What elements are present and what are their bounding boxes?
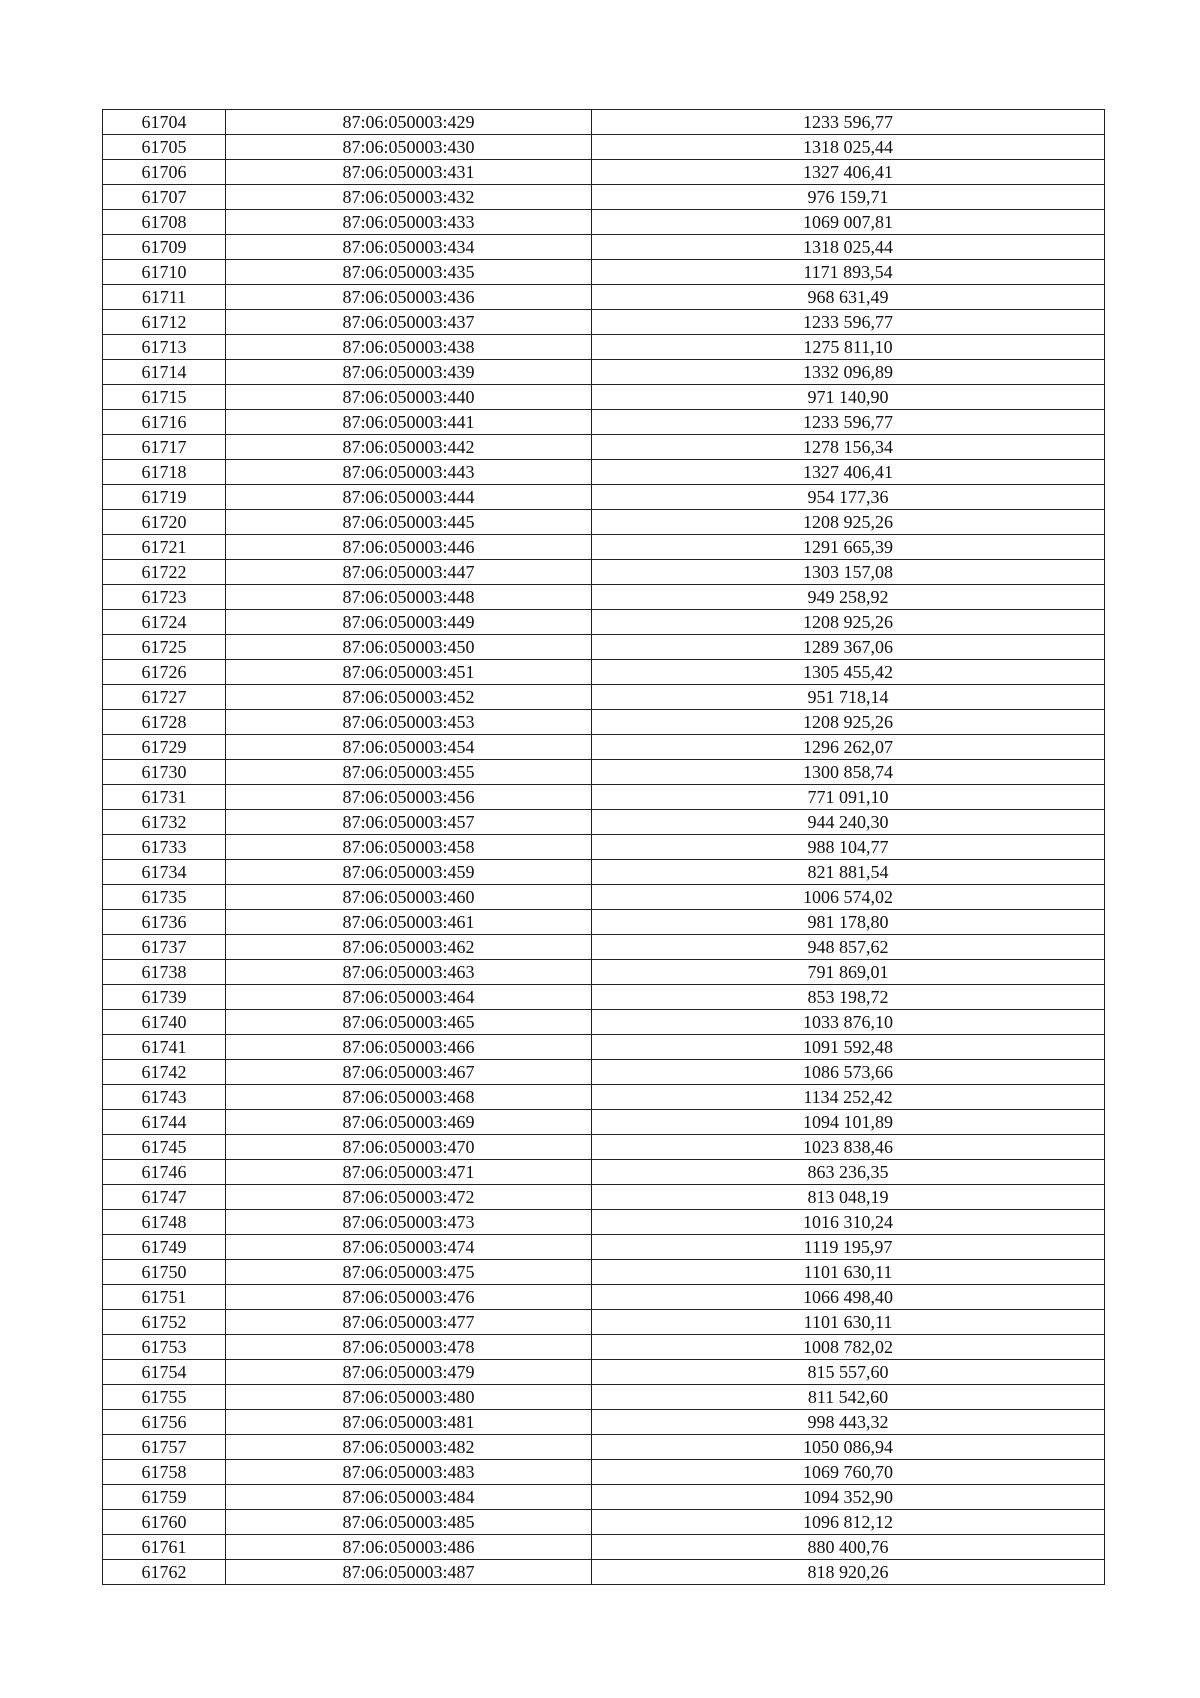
table-row — [103, 1410, 1105, 1435]
table-row — [103, 435, 1105, 460]
row-number-cell: 61737 — [103, 935, 226, 960]
cadastral-value-cell: 1291 665,39 — [592, 535, 1105, 560]
table-row — [103, 1185, 1105, 1210]
cadastral-value-cell: 949 258,92 — [592, 585, 1105, 610]
row-number-cell: 61740 — [103, 1010, 226, 1035]
cadastral-number-cell: 87:06:050003:466 — [226, 1035, 592, 1060]
cadastral-value-cell: 815 557,60 — [592, 1360, 1105, 1385]
table-row — [103, 535, 1105, 560]
cadastral-number-cell: 87:06:050003:458 — [226, 835, 592, 860]
row-number-cell: 61713 — [103, 335, 226, 360]
cadastral-number-cell: 87:06:050003:486 — [226, 1535, 592, 1560]
row-number-cell: 61745 — [103, 1135, 226, 1160]
cadastral-value-cell: 771 091,10 — [592, 785, 1105, 810]
table-row — [103, 1160, 1105, 1185]
row-number-cell: 61707 — [103, 185, 226, 210]
cadastral-value-cell: 1305 455,42 — [592, 660, 1105, 685]
table-row — [103, 710, 1105, 735]
table-row — [103, 210, 1105, 235]
table-row — [103, 685, 1105, 710]
cadastral-number-cell: 87:06:050003:432 — [226, 185, 592, 210]
cadastral-value-cell: 1050 086,94 — [592, 1435, 1105, 1460]
row-number-cell: 61738 — [103, 960, 226, 985]
cadastral-number-cell: 87:06:050003:461 — [226, 910, 592, 935]
table-row — [103, 1260, 1105, 1285]
cadastral-number-cell: 87:06:050003:435 — [226, 260, 592, 285]
cadastral-value-cell: 1318 025,44 — [592, 235, 1105, 260]
cadastral-number-cell: 87:06:050003:454 — [226, 735, 592, 760]
cadastral-value-cell: 944 240,30 — [592, 810, 1105, 835]
table-row — [103, 1060, 1105, 1085]
cadastral-value-cell: 1101 630,11 — [592, 1310, 1105, 1335]
cadastral-value-cell: 1233 596,77 — [592, 310, 1105, 335]
cadastral-value-cell: 951 718,14 — [592, 685, 1105, 710]
row-number-cell: 61752 — [103, 1310, 226, 1335]
table-row — [103, 460, 1105, 485]
cadastral-value-cell: 998 443,32 — [592, 1410, 1105, 1435]
table-body — [103, 110, 1105, 1585]
cadastral-number-cell: 87:06:050003:478 — [226, 1335, 592, 1360]
cadastral-number-cell: 87:06:050003:473 — [226, 1210, 592, 1235]
row-number-cell: 61760 — [103, 1510, 226, 1535]
table-row — [103, 360, 1105, 385]
cadastral-value-cell: 1094 101,89 — [592, 1110, 1105, 1135]
table-row — [103, 835, 1105, 860]
table-row — [103, 1135, 1105, 1160]
cadastral-number-cell: 87:06:050003:450 — [226, 635, 592, 660]
row-number-cell: 61728 — [103, 710, 226, 735]
cadastral-value-cell: 988 104,77 — [592, 835, 1105, 860]
row-number-cell: 61750 — [103, 1260, 226, 1285]
table-row — [103, 235, 1105, 260]
cadastral-value-cell: 1327 406,41 — [592, 160, 1105, 185]
cadastral-number-cell: 87:06:050003:436 — [226, 285, 592, 310]
cadastral-number-cell: 87:06:050003:438 — [226, 335, 592, 360]
table-row — [103, 560, 1105, 585]
table-row — [103, 310, 1105, 335]
cadastral-value-cell: 1096 812,12 — [592, 1510, 1105, 1535]
cadastral-value-cell: 976 159,71 — [592, 185, 1105, 210]
cadastral-value-cell: 818 920,26 — [592, 1560, 1105, 1585]
cadastral-value-cell: 948 857,62 — [592, 935, 1105, 960]
row-number-cell: 61706 — [103, 160, 226, 185]
table-row — [103, 160, 1105, 185]
table-row — [103, 885, 1105, 910]
table-row — [103, 910, 1105, 935]
cadastral-number-cell: 87:06:050003:475 — [226, 1260, 592, 1285]
row-number-cell: 61730 — [103, 760, 226, 785]
cadastral-number-cell: 87:06:050003:434 — [226, 235, 592, 260]
row-number-cell: 61755 — [103, 1385, 226, 1410]
cadastral-value-cell: 1006 574,02 — [592, 885, 1105, 910]
cadastral-value-cell: 1171 893,54 — [592, 260, 1105, 285]
row-number-cell: 61729 — [103, 735, 226, 760]
row-number-cell: 61749 — [103, 1235, 226, 1260]
table-row — [103, 810, 1105, 835]
cadastral-number-cell: 87:06:050003:457 — [226, 810, 592, 835]
row-number-cell: 61731 — [103, 785, 226, 810]
table-row — [103, 1010, 1105, 1035]
row-number-cell: 61726 — [103, 660, 226, 685]
cadastral-value-cell: 880 400,76 — [592, 1535, 1105, 1560]
cadastral-value-cell: 791 869,01 — [592, 960, 1105, 985]
cadastral-value-cell: 971 140,90 — [592, 385, 1105, 410]
row-number-cell: 61714 — [103, 360, 226, 385]
row-number-cell: 61741 — [103, 1035, 226, 1060]
table-row — [103, 660, 1105, 685]
table-row — [103, 385, 1105, 410]
cadastral-value-cell: 1318 025,44 — [592, 135, 1105, 160]
cadastral-number-cell: 87:06:050003:468 — [226, 1085, 592, 1110]
cadastral-value-cell: 813 048,19 — [592, 1185, 1105, 1210]
table-row — [103, 735, 1105, 760]
cadastral-number-cell: 87:06:050003:480 — [226, 1385, 592, 1410]
table-row — [103, 410, 1105, 435]
row-number-cell: 61724 — [103, 610, 226, 635]
cadastral-value-cell: 1016 310,24 — [592, 1210, 1105, 1235]
cadastral-value-cell: 1023 838,46 — [592, 1135, 1105, 1160]
row-number-cell: 61733 — [103, 835, 226, 860]
cadastral-value-cell: 1069 007,81 — [592, 210, 1105, 235]
row-number-cell: 61712 — [103, 310, 226, 335]
row-number-cell: 61734 — [103, 860, 226, 885]
table-row — [103, 1310, 1105, 1335]
row-number-cell: 61748 — [103, 1210, 226, 1235]
row-number-cell: 61761 — [103, 1535, 226, 1560]
cadastral-number-cell: 87:06:050003:447 — [226, 560, 592, 585]
cadastral-value-cell: 1303 157,08 — [592, 560, 1105, 585]
row-number-cell: 61725 — [103, 635, 226, 660]
table-row — [103, 135, 1105, 160]
table-row — [103, 1360, 1105, 1385]
table-row — [103, 585, 1105, 610]
row-number-cell: 61704 — [103, 110, 226, 135]
table-row — [103, 1335, 1105, 1360]
cadastral-number-cell: 87:06:050003:462 — [226, 935, 592, 960]
table-row — [103, 610, 1105, 635]
table-row — [103, 285, 1105, 310]
cadastral-number-cell: 87:06:050003:445 — [226, 510, 592, 535]
cadastral-number-cell: 87:06:050003:485 — [226, 1510, 592, 1535]
row-number-cell: 61743 — [103, 1085, 226, 1110]
table-row — [103, 1510, 1105, 1535]
cadastral-value-cell: 1069 760,70 — [592, 1460, 1105, 1485]
cadastral-number-cell: 87:06:050003:484 — [226, 1485, 592, 1510]
row-number-cell: 61742 — [103, 1060, 226, 1085]
row-number-cell: 61709 — [103, 235, 226, 260]
cadastral-number-cell: 87:06:050003:465 — [226, 1010, 592, 1035]
cadastral-value-table — [102, 109, 1105, 1585]
cadastral-number-cell: 87:06:050003:472 — [226, 1185, 592, 1210]
table-row — [103, 1235, 1105, 1260]
table-row — [103, 760, 1105, 785]
table-row — [103, 185, 1105, 210]
row-number-cell: 61762 — [103, 1560, 226, 1585]
cadastral-number-cell: 87:06:050003:460 — [226, 885, 592, 910]
table-row — [103, 1035, 1105, 1060]
table-row — [103, 1085, 1105, 1110]
table-row — [103, 1385, 1105, 1410]
cadastral-number-cell: 87:06:050003:479 — [226, 1360, 592, 1385]
cadastral-number-cell: 87:06:050003:482 — [226, 1435, 592, 1460]
cadastral-value-cell: 1086 573,66 — [592, 1060, 1105, 1085]
cadastral-number-cell: 87:06:050003:470 — [226, 1135, 592, 1160]
cadastral-value-cell: 1233 596,77 — [592, 110, 1105, 135]
table-row — [103, 785, 1105, 810]
cadastral-number-cell: 87:06:050003:433 — [226, 210, 592, 235]
row-number-cell: 61719 — [103, 485, 226, 510]
row-number-cell: 61721 — [103, 535, 226, 560]
cadastral-number-cell: 87:06:050003:452 — [226, 685, 592, 710]
table-row — [103, 935, 1105, 960]
table-row — [103, 1485, 1105, 1510]
cadastral-value-cell: 821 881,54 — [592, 860, 1105, 885]
row-number-cell: 61727 — [103, 685, 226, 710]
cadastral-value-cell: 1033 876,10 — [592, 1010, 1105, 1035]
row-number-cell: 61756 — [103, 1410, 226, 1435]
cadastral-number-cell: 87:06:050003:446 — [226, 535, 592, 560]
cadastral-value-cell: 1332 096,89 — [592, 360, 1105, 385]
cadastral-value-cell: 1208 925,26 — [592, 710, 1105, 735]
cadastral-number-cell: 87:06:050003:455 — [226, 760, 592, 785]
cadastral-number-cell: 87:06:050003:430 — [226, 135, 592, 160]
cadastral-value-cell: 1119 195,97 — [592, 1235, 1105, 1260]
cadastral-number-cell: 87:06:050003:464 — [226, 985, 592, 1010]
row-number-cell: 61751 — [103, 1285, 226, 1310]
row-number-cell: 61747 — [103, 1185, 226, 1210]
row-number-cell: 61705 — [103, 135, 226, 160]
row-number-cell: 61735 — [103, 885, 226, 910]
table-row — [103, 510, 1105, 535]
cadastral-value-cell: 1296 262,07 — [592, 735, 1105, 760]
table-row — [103, 860, 1105, 885]
table-row — [103, 260, 1105, 285]
cadastral-number-cell: 87:06:050003:487 — [226, 1560, 592, 1585]
cadastral-value-cell: 1278 156,34 — [592, 435, 1105, 460]
cadastral-number-cell: 87:06:050003:429 — [226, 110, 592, 135]
row-number-cell: 61715 — [103, 385, 226, 410]
table-row — [103, 1535, 1105, 1560]
table-row — [103, 1285, 1105, 1310]
row-number-cell: 61758 — [103, 1460, 226, 1485]
cadastral-number-cell: 87:06:050003:476 — [226, 1285, 592, 1310]
cadastral-value-cell: 1300 858,74 — [592, 760, 1105, 785]
row-number-cell: 61723 — [103, 585, 226, 610]
cadastral-number-cell: 87:06:050003:474 — [226, 1235, 592, 1260]
cadastral-value-cell: 1134 252,42 — [592, 1085, 1105, 1110]
cadastral-value-cell: 1327 406,41 — [592, 460, 1105, 485]
cadastral-value-cell: 981 178,80 — [592, 910, 1105, 935]
row-number-cell: 61711 — [103, 285, 226, 310]
cadastral-number-cell: 87:06:050003:441 — [226, 410, 592, 435]
cadastral-number-cell: 87:06:050003:442 — [226, 435, 592, 460]
row-number-cell: 61722 — [103, 560, 226, 585]
table-row — [103, 1435, 1105, 1460]
row-number-cell: 61753 — [103, 1335, 226, 1360]
cadastral-value-cell: 1101 630,11 — [592, 1260, 1105, 1285]
table-row — [103, 985, 1105, 1010]
table-row — [103, 1560, 1105, 1585]
cadastral-value-cell: 853 198,72 — [592, 985, 1105, 1010]
row-number-cell: 61739 — [103, 985, 226, 1010]
cadastral-number-cell: 87:06:050003:477 — [226, 1310, 592, 1335]
table-row — [103, 1460, 1105, 1485]
row-number-cell: 61732 — [103, 810, 226, 835]
cadastral-number-cell: 87:06:050003:443 — [226, 460, 592, 485]
cadastral-value-cell: 1275 811,10 — [592, 335, 1105, 360]
cadastral-number-cell: 87:06:050003:449 — [226, 610, 592, 635]
row-number-cell: 61708 — [103, 210, 226, 235]
table-row — [103, 960, 1105, 985]
cadastral-value-cell: 1091 592,48 — [592, 1035, 1105, 1060]
cadastral-number-cell: 87:06:050003:469 — [226, 1110, 592, 1135]
cadastral-number-cell: 87:06:050003:471 — [226, 1160, 592, 1185]
cadastral-number-cell: 87:06:050003:448 — [226, 585, 592, 610]
row-number-cell: 61759 — [103, 1485, 226, 1510]
cadastral-number-cell: 87:06:050003:467 — [226, 1060, 592, 1085]
table-row — [103, 635, 1105, 660]
table-row — [103, 335, 1105, 360]
cadastral-value-cell: 1289 367,06 — [592, 635, 1105, 660]
cadastral-value-cell: 863 236,35 — [592, 1160, 1105, 1185]
row-number-cell: 61717 — [103, 435, 226, 460]
cadastral-value-cell: 968 631,49 — [592, 285, 1105, 310]
cadastral-number-cell: 87:06:050003:437 — [226, 310, 592, 335]
row-number-cell: 61710 — [103, 260, 226, 285]
cadastral-value-cell: 811 542,60 — [592, 1385, 1105, 1410]
cadastral-value-cell: 1208 925,26 — [592, 510, 1105, 535]
cadastral-value-cell: 954 177,36 — [592, 485, 1105, 510]
cadastral-number-cell: 87:06:050003:483 — [226, 1460, 592, 1485]
row-number-cell: 61754 — [103, 1360, 226, 1385]
cadastral-number-cell: 87:06:050003:459 — [226, 860, 592, 885]
table-row — [103, 1210, 1105, 1235]
cadastral-value-cell: 1233 596,77 — [592, 410, 1105, 435]
cadastral-value-cell: 1094 352,90 — [592, 1485, 1105, 1510]
cadastral-number-cell: 87:06:050003:481 — [226, 1410, 592, 1435]
cadastral-value-cell: 1066 498,40 — [592, 1285, 1105, 1310]
row-number-cell: 61736 — [103, 910, 226, 935]
table-row — [103, 485, 1105, 510]
row-number-cell: 61716 — [103, 410, 226, 435]
cadastral-number-cell: 87:06:050003:456 — [226, 785, 592, 810]
table-row — [103, 1110, 1105, 1135]
row-number-cell: 61746 — [103, 1160, 226, 1185]
cadastral-number-cell: 87:06:050003:463 — [226, 960, 592, 985]
cadastral-value-cell: 1208 925,26 — [592, 610, 1105, 635]
cadastral-number-cell: 87:06:050003:451 — [226, 660, 592, 685]
cadastral-value-cell: 1008 782,02 — [592, 1335, 1105, 1360]
cadastral-number-cell: 87:06:050003:431 — [226, 160, 592, 185]
cadastral-number-cell: 87:06:050003:453 — [226, 710, 592, 735]
cadastral-number-cell: 87:06:050003:439 — [226, 360, 592, 385]
table-row — [103, 110, 1105, 135]
cadastral-number-cell: 87:06:050003:444 — [226, 485, 592, 510]
row-number-cell: 61720 — [103, 510, 226, 535]
row-number-cell: 61757 — [103, 1435, 226, 1460]
row-number-cell: 61718 — [103, 460, 226, 485]
row-number-cell: 61744 — [103, 1110, 226, 1135]
cadastral-number-cell: 87:06:050003:440 — [226, 385, 592, 410]
